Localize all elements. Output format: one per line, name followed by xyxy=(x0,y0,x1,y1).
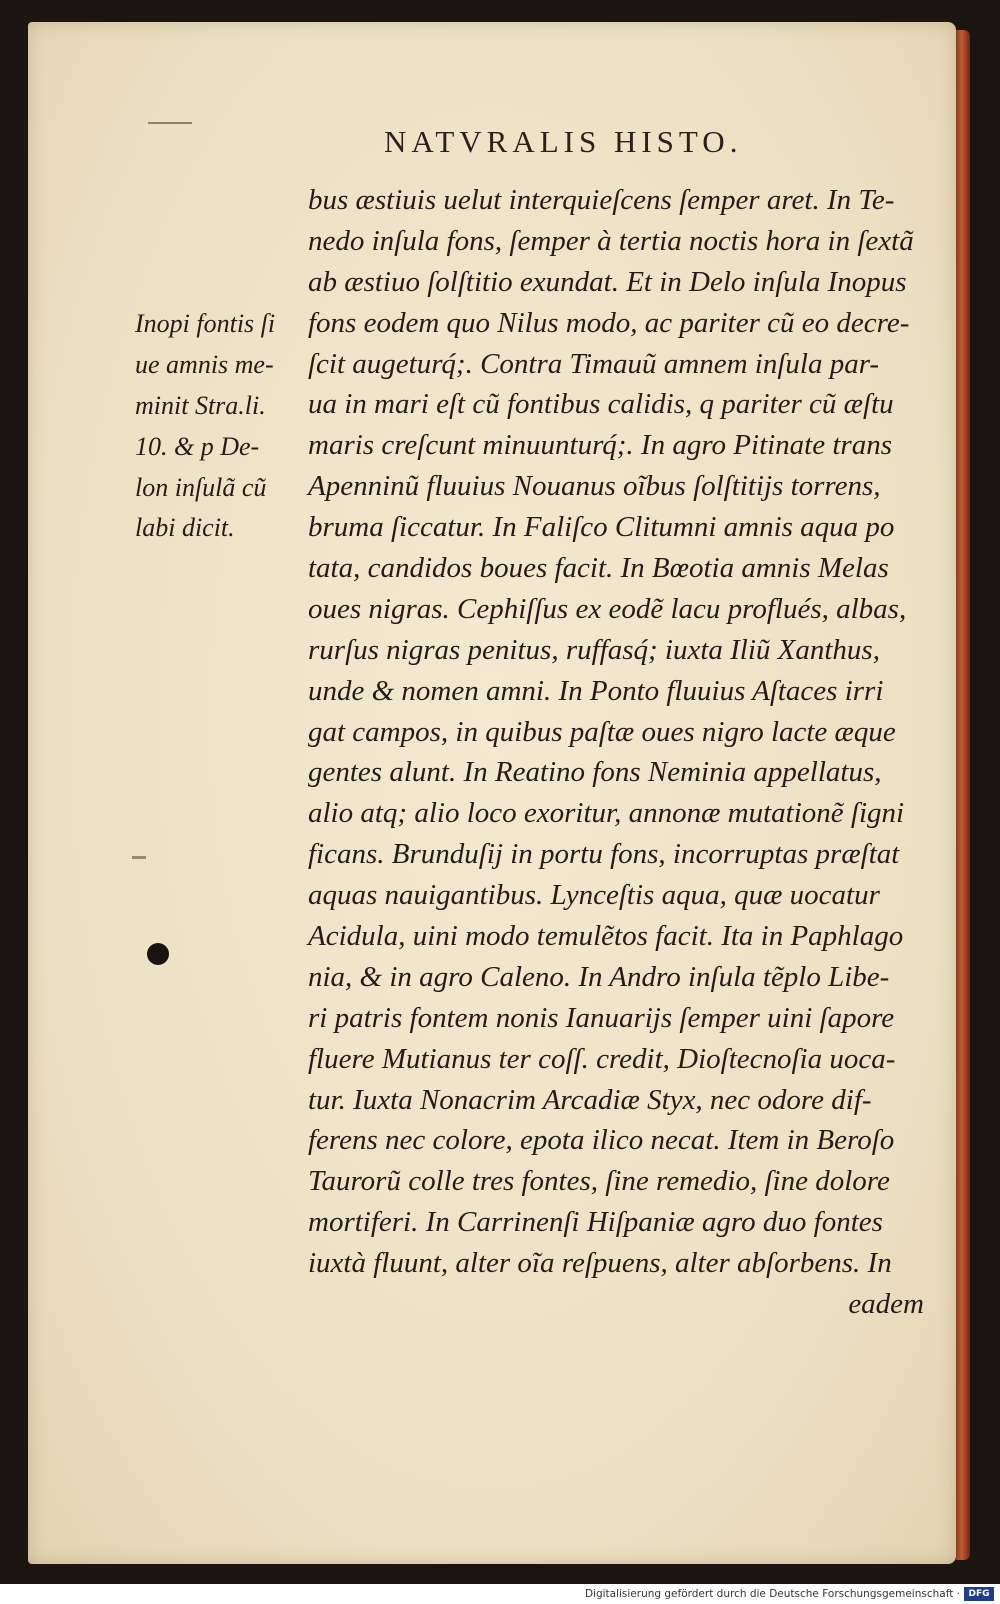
text-line: ab æstiuo ſolſtitio exundat. Et in Delo inſula Inopus xyxy=(308,265,907,298)
dfg-logo-icon: DFG xyxy=(964,1587,994,1601)
marginal-note xyxy=(135,304,305,549)
marginal-line: 10. & p De- xyxy=(135,431,260,461)
text-line: bruma ſiccatur. In Faliſco Clitumni amnis aqua po xyxy=(308,511,895,544)
margin-mark xyxy=(132,856,146,859)
text-line: gat campos, in quibus paſtæ oues nigro lacte æque xyxy=(308,715,896,748)
text-line: unde & nomen amni. In Ponto fluuius Aſtaces irri xyxy=(308,674,884,707)
text-line: Taurorũ colle tres fontes, ſine remedio, ſine dolore xyxy=(308,1165,890,1198)
text-line: tata, candidos boues facit. In Bœotia amnis Melas xyxy=(308,552,889,585)
text-line: gentes alunt. In Reatino fons Neminia appellatus, xyxy=(308,756,882,789)
marginal-line: labi dicit. xyxy=(135,513,235,543)
running-head: NATVRALIS HISTO. xyxy=(384,124,743,159)
marginal-line: lon inſulã cũ xyxy=(135,472,267,502)
marginal-line: ue amnis me- xyxy=(135,349,274,379)
body-text xyxy=(308,180,928,1325)
text-line: maris creſcunt minuunturq́;. In agro Pitinate trans xyxy=(308,429,892,462)
text-line: oues nigras. Cephiſſus ex eodẽ lacu proflués, albas, xyxy=(308,592,907,625)
text-line: rurſus nigras penitus, ruffasq́; iuxta Iliũ Xanthus, xyxy=(308,633,880,666)
footer-bar xyxy=(0,1584,1000,1604)
text-line: ri patris fontem nonis Ianuarijs ſemper uini ſapore xyxy=(308,1001,895,1034)
text-line: tur. Iuxta Nonacrim Arcadiæ Styx, nec odore dif- xyxy=(308,1083,872,1116)
text-line: Acidula, uini modo temulẽtos facit. Ita in Paphlago xyxy=(308,920,904,953)
text-line: bus æstiuis uelut interquieſcens ſemper aret. In Te- xyxy=(308,184,895,216)
text-line: nia, & in agro Caleno. In Andro inſula tẽplo Libe- xyxy=(308,960,890,993)
ink-blot xyxy=(147,943,169,965)
text-line: ua in mari eſt cũ fontibus calidis, q pariter cũ æſtu xyxy=(308,388,894,421)
text-line: ſcit augeturq́;. Contra Timauũ amnem inſula par- xyxy=(308,347,880,380)
footer-credit: Digitalisierung gefördert durch die Deutsche Forschungsgemeinschaft · xyxy=(584,1588,960,1600)
text-line: alio atq; alio loco exoritur, annonæ mutationẽ ſigni xyxy=(308,797,905,830)
text-line: nedo inſula fons, ſemper à tertia noctis hora in ſextã xyxy=(308,224,914,257)
text-line: fluere Mutianus ter coſſ. credit, Dioſtecnoſia uoca- xyxy=(308,1042,896,1075)
text-line: aquas nauigantibus. Lynceſtis aqua, quæ uocatur xyxy=(308,879,880,912)
text-line: ferens nec colore, epota ilico necat. Item in Beroſo xyxy=(308,1124,895,1157)
text-line: mortiferi. In Carrinenſi Hiſpaniæ agro duo fontes xyxy=(308,1206,883,1239)
catchword: eadem xyxy=(848,1288,924,1321)
text-line: ficans. Brunduſij in portu fons, incorruptas præſtat xyxy=(308,838,900,871)
text-line: fons eodem quo Nilus modo, ac pariter cũ eo decre- xyxy=(308,306,910,339)
margin-rule xyxy=(148,122,192,124)
page-edge xyxy=(956,30,970,1560)
text-line: Apenninũ fluuius Nouanus oĩbus ſolſtitijs torrens, xyxy=(308,470,881,503)
text-line: iuxtà fluunt, alter oĩa reſpuens, alter abſorbens. In xyxy=(308,1247,892,1280)
marginal-line: Inopi fontis ſi xyxy=(135,309,276,338)
marginal-line: minit Stra.li. xyxy=(135,390,266,420)
